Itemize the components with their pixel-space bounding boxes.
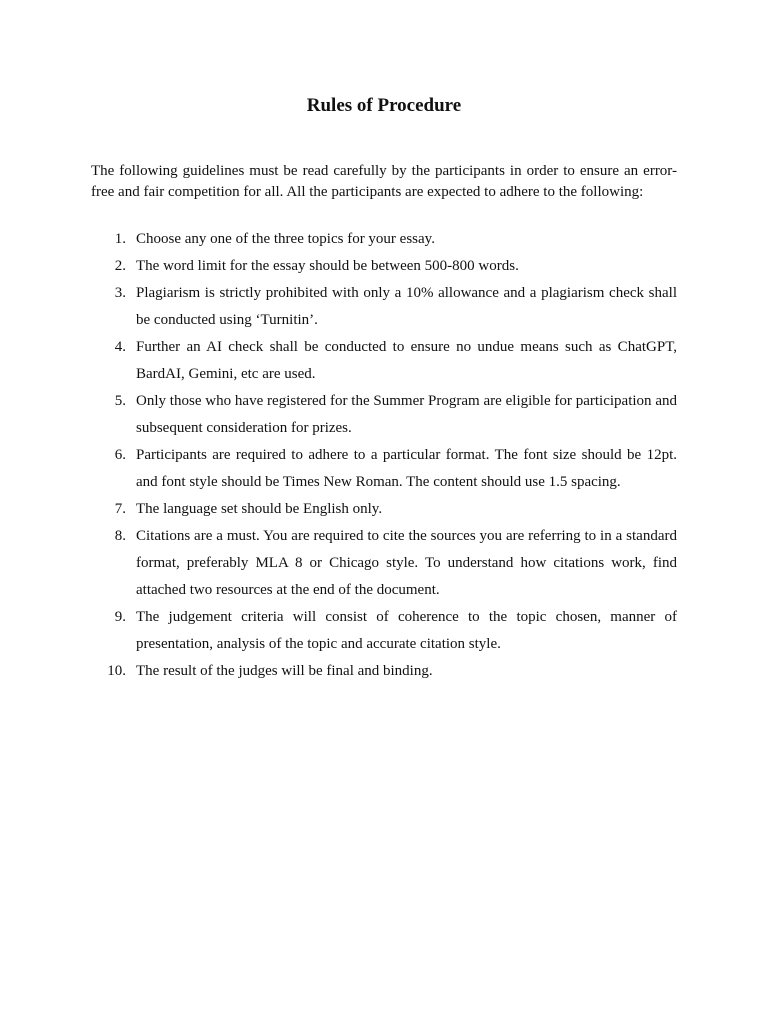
rule-text: Further an AI check shall be conducted to ensure no undue means such as ChatGPT, BardAI, Gemini, etc are used. [136,339,677,382]
rule-item-5 [91,388,677,442]
rule-item-8 [91,523,677,604]
rule-item-7 [91,496,677,523]
rule-text: The result of the judges will be final and binding. [136,663,433,679]
rule-item-2 [91,253,677,280]
rule-item-3 [91,280,677,334]
rule-text: Participants are required to adhere to a particular format. The font size should be 12pt. and font style should be Times New Roman. The content should use 1.5 spacing. [136,447,677,490]
rule-text: The judgement criteria will consist of coherence to the topic chosen, manner of presentation, analysis of the topic and accurate citation style. [136,609,677,652]
rule-text: Only those who have registered for the Summer Program are eligible for participation and subsequent consideration for prizes. [136,393,677,436]
rule-number: 10. [107,663,126,679]
rule-number: 4. [114,339,126,355]
rule-number: 6. [114,447,126,463]
rule-number: 3. [114,285,126,301]
rule-item-6 [91,442,677,496]
rule-number: 8. [114,528,126,544]
rule-number: 2. [114,258,126,274]
rule-text: The word limit for the essay should be between 500-800 words. [136,258,519,274]
rule-item-4 [91,334,677,388]
rule-item-1 [91,226,677,253]
rule-item-9 [91,604,677,658]
rule-number: 5. [114,393,126,409]
rule-number: 7. [114,501,126,517]
rule-text: Citations are a must. You are required to cite the sources you are referring to in a standard format, preferably MLA 8 or Chicago style. To understand how citations work, find attached two resources at the end of the document. [136,528,677,598]
rule-number: 1. [114,231,126,247]
rule-number: 9. [114,609,126,625]
intro-paragraph: The following guidelines must be read carefully by the participants in order to ensure an error-free and fair competition for all. All the participants are expected to adhere to the following: [91,163,677,200]
rule-text: Choose any one of the three topics for your essay. [136,231,435,247]
page-title: Rules of Procedure [306,95,462,116]
rules-list [91,226,677,685]
rule-text: Plagiarism is strictly prohibited with only a 10% allowance and a plagiarism check shall be conducted using ‘Turnitin’. [136,285,677,328]
rule-text: The language set should be English only. [136,501,383,517]
rule-item-10 [91,658,677,685]
